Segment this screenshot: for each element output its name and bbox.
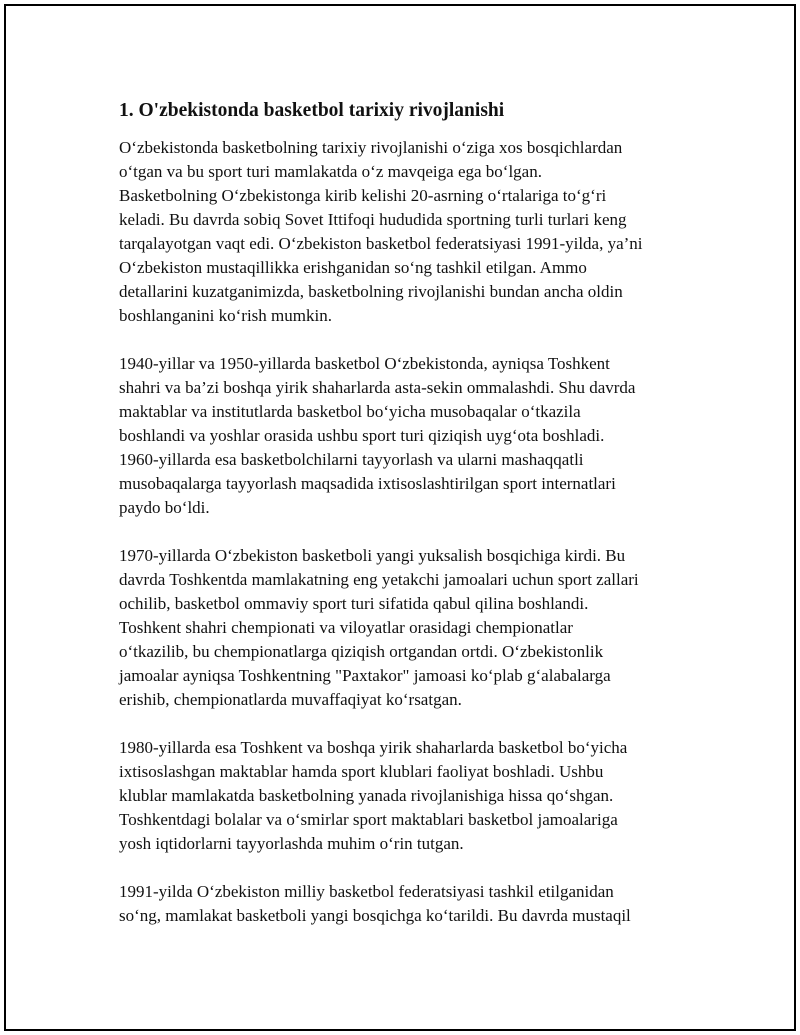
paragraph-line: 1991-yilda O‘zbekiston milliy basketbol federatsiyasi tashkil etilganidan [119,882,614,901]
paragraph-line: ochilib, basketbol ommaviy sport turi sifatida qabul qilina boshlandi. [119,594,589,613]
paragraph-line: erishib, chempionatlarda muvaffaqiyat ko‘rsatgan. [119,690,462,709]
paragraph-line: o‘tkazilib, bu chempionatlarga qiziqish ortgandan ortdi. O‘zbekistonlik [119,642,604,661]
paragraph-line: tarqalayotgan vaqt edi. O‘zbekiston basketbol federatsiyasi 1991-yilda, ya’ni [119,234,643,253]
paragraph-line: shahri va ba’zi boshqa yirik shaharlarda asta-sekin ommalashdi. Shu davrda [119,378,636,397]
paragraph-line: 1960-yillarda esa basketbolchilarni tayyorlash va ularni mashaqqatli [119,450,584,469]
paragraph [119,736,689,856]
paragraph [119,352,689,520]
paragraph-line: boshlandi va yoshlar orasida ushbu sport turi qiziqish uyg‘ota boshladi. [119,426,605,445]
paragraph-list [119,136,689,928]
paragraph-line: yosh iqtidorlarni tayyorlashda muhim o‘rin tutgan. [119,834,464,853]
paragraph-line: davrda Toshkentda mamlakatning eng yetakchi jamoalari uchun sport zallari [119,570,639,589]
paragraph-line: 1940-yillar va 1950-yillarda basketbol O‘zbekistonda, ayniqsa Toshkent [119,354,610,373]
paragraph [119,880,689,928]
section-heading: 1. O'zbekistonda basketbol tarixiy rivojlanishi [119,100,505,121]
paragraph-line: so‘ng, mamlakat basketboli yangi bosqichga ko‘tarildi. Bu davrda mustaqil [119,906,631,925]
paragraph [119,544,689,712]
paragraph-line: ixtisoslashgan maktablar hamda sport klublari faoliyat boshladi. Ushbu [119,762,604,781]
paragraph-line: musobaqalarga tayyorlash maqsadida ixtisoslashtirilgan sport internatlari [119,474,616,493]
paragraph-line: jamoalar ayniqsa Toshkentning "Paxtakor" jamoasi ko‘plab g‘alabalarga [119,666,611,685]
paragraph [119,136,689,328]
paragraph-line: o‘tgan va bu sport turi mamlakatda o‘z mavqeiga ega bo‘lgan. [119,162,542,181]
paragraph-line: Basketbolning O‘zbekistonga kirib kelishi 20-asrning o‘rtalariga to‘g‘ri [119,186,607,205]
paragraph-line: maktablar va institutlarda basketbol bo‘yicha musobaqalar o‘tkazila [119,402,581,421]
paragraph-line: 1970-yillarda O‘zbekiston basketboli yangi yuksalish bosqichiga kirdi. Bu [119,546,626,565]
paragraph-line: O‘zbekiston mustaqillikka erishganidan so‘ng tashkil etilgan. Ammo [119,258,587,277]
paragraph-line: boshlanganini ko‘rish mumkin. [119,306,332,325]
paragraph-line: keladi. Bu davrda sobiq Sovet Ittifoqi hududida sportning turli turlari keng [119,210,627,229]
paragraph-line: Toshkentdagi bolalar va o‘smirlar sport maktablari basketbol jamoalariga [119,810,618,829]
paragraph-line: 1980-yillarda esa Toshkent va boshqa yirik shaharlarda basketbol bo‘yicha [119,738,628,757]
paragraph-line: klublar mamlakatda basketbolning yanada rivojlanishiga hissa qo‘shgan. [119,786,614,805]
paragraph-line: paydo bo‘ldi. [119,498,210,517]
paragraph-line: O‘zbekistonda basketbolning tarixiy rivojlanishi o‘ziga xos bosqichlardan [119,138,623,157]
paragraph-line: Toshkent shahri chempionati va viloyatlar orasidagi chempionatlar [119,618,573,637]
document-page [4,4,796,1031]
document-body [119,98,689,952]
paragraph-line: detallarini kuzatganimizda, basketbolning rivojlanishi bundan ancha oldin [119,282,623,301]
